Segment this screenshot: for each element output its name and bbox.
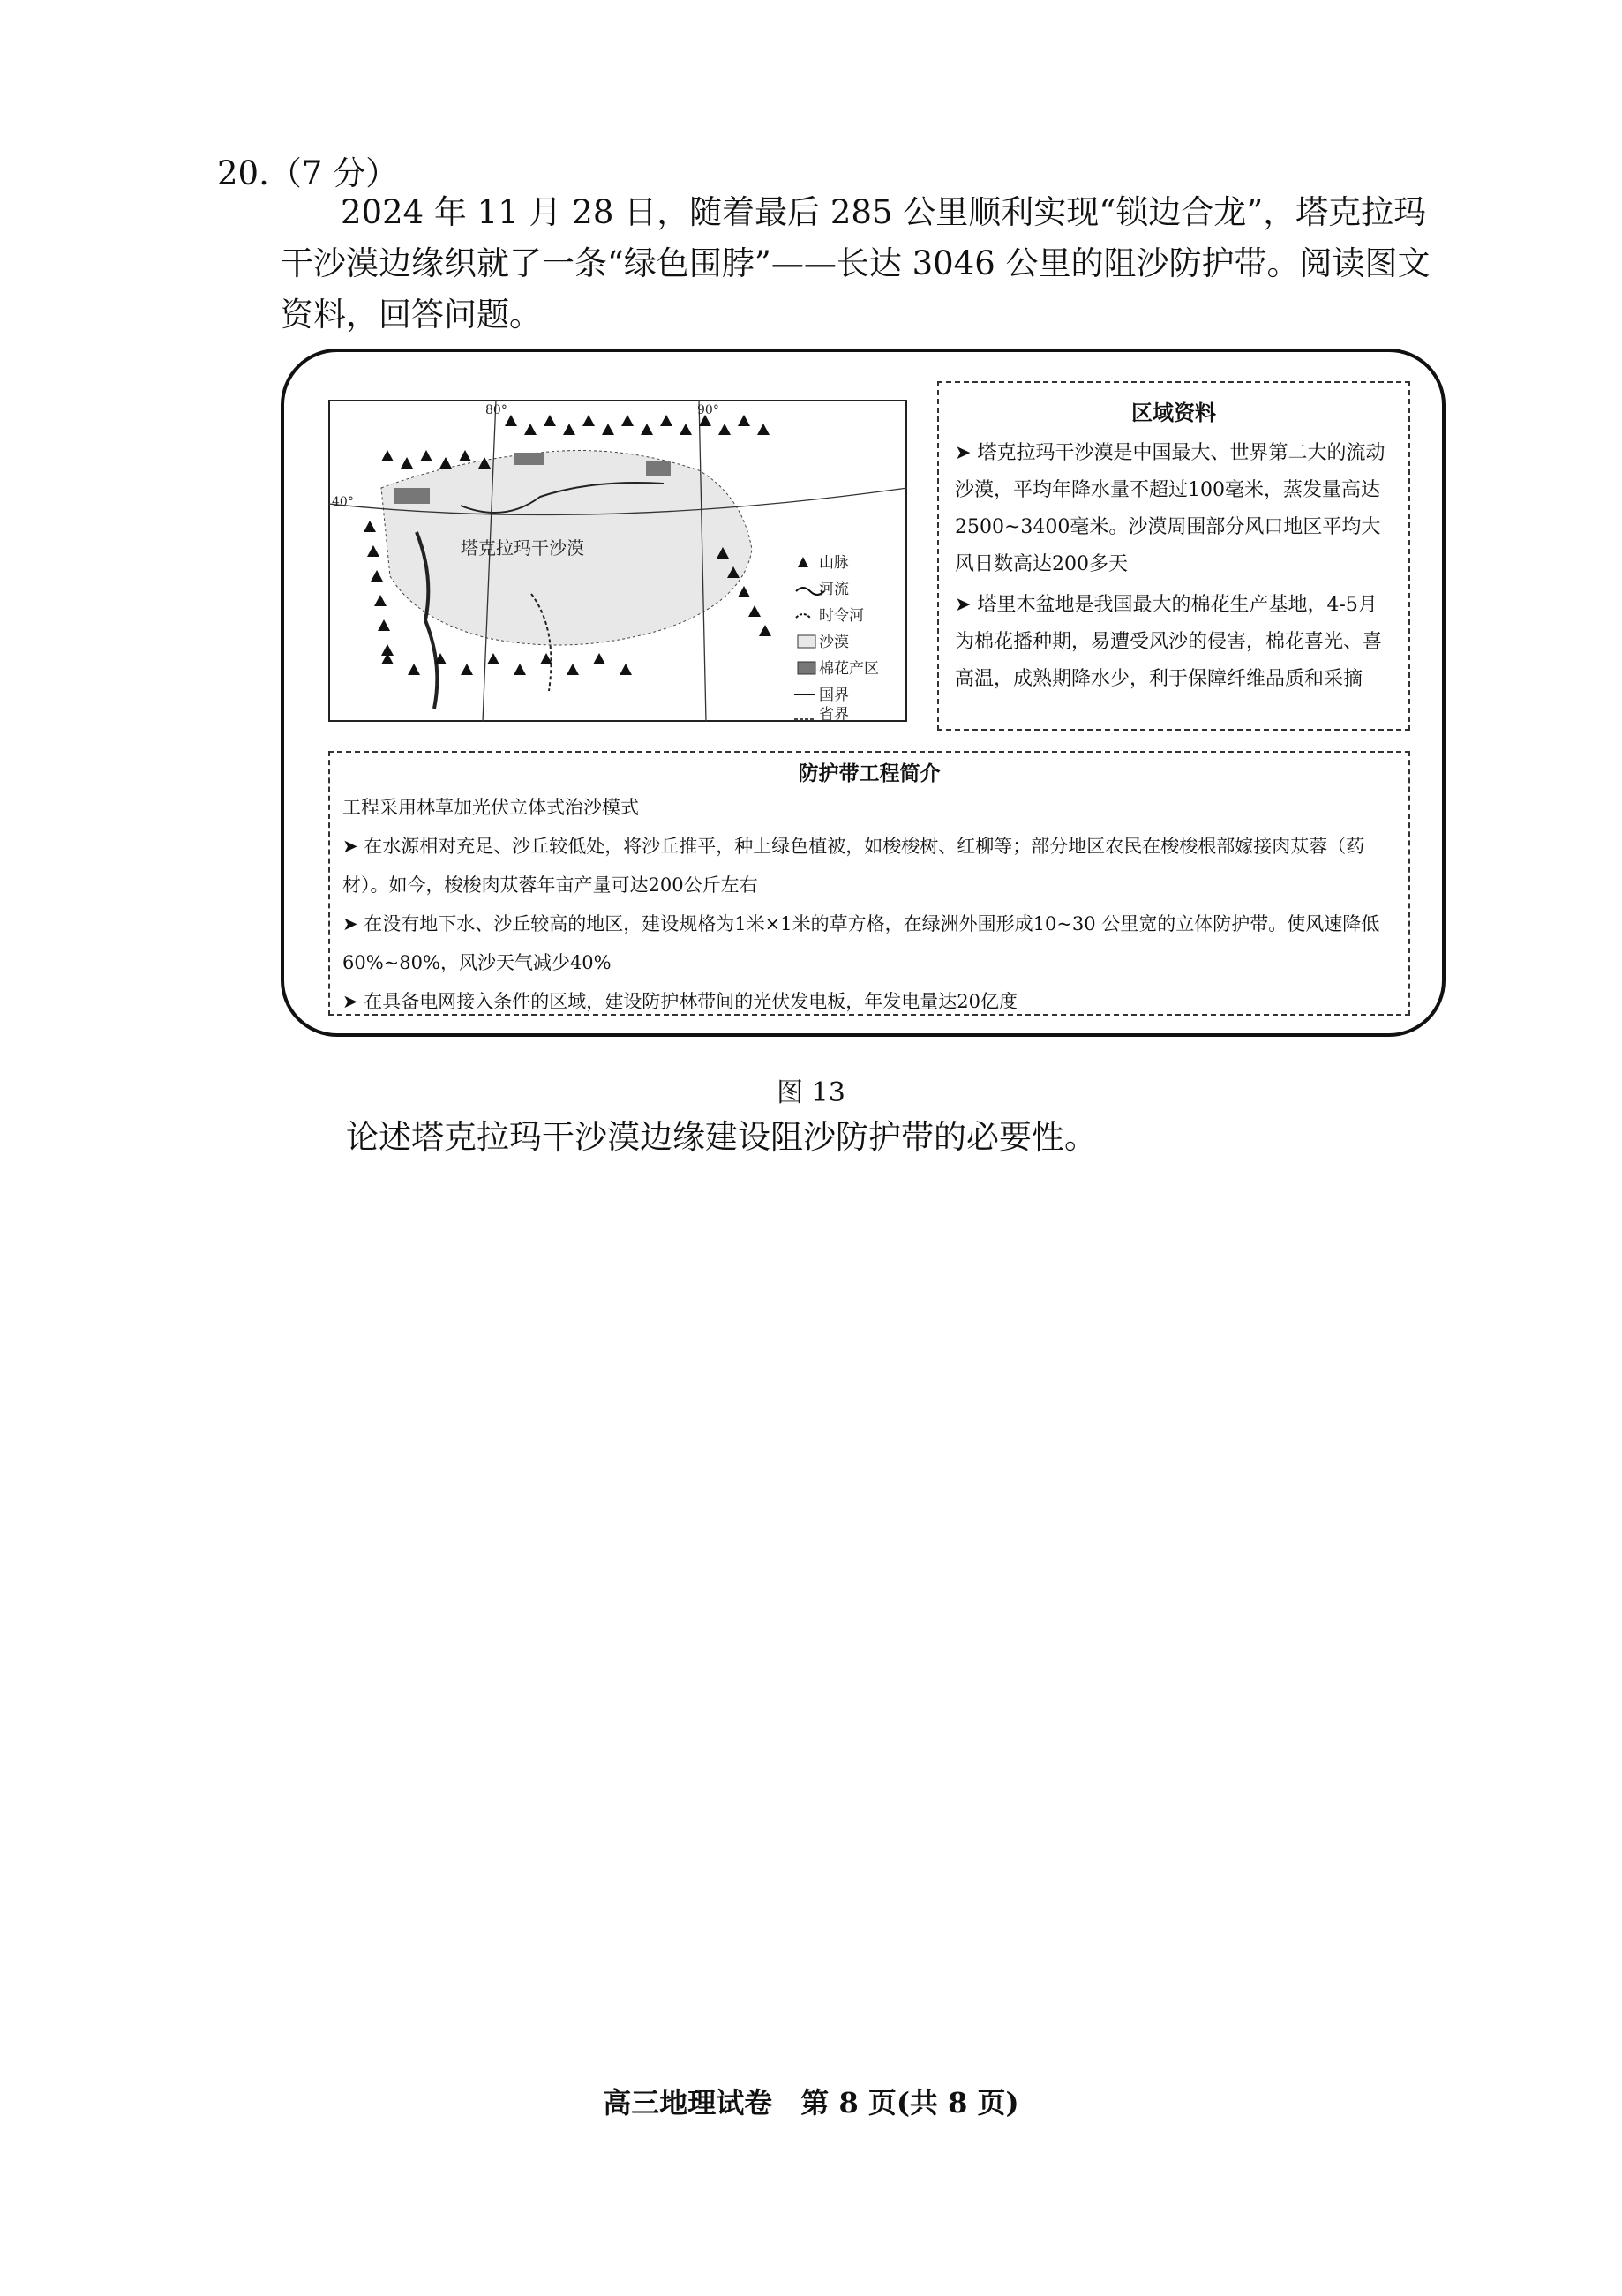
- project-info-item-3: ➤ 在具备电网接入条件的区域，建设防护林带间的光伏发电板，年发电量达20亿度: [342, 991, 1018, 1012]
- intro-text: 2024 年 11 月 28 日，随着最后 285 公里顺利实现“锁边合龙”，塔克拉玛干沙漠边缘织就了一条“绿色围脖”——长达 3046 公里的阻沙防护带。阅读图文资料，回答问题。: [281, 193, 1431, 334]
- project-info-box: [328, 751, 1410, 1016]
- lat-label: 40°: [332, 495, 354, 509]
- region-info-title: 区域资料: [1131, 400, 1216, 425]
- legend-national-border: 国界: [819, 687, 849, 704]
- legend-seasonal-river: 时令河: [819, 607, 864, 625]
- legend-cotton: 棉花产区: [819, 660, 879, 678]
- lon-label-90: 90°: [697, 403, 719, 417]
- project-info-item-1: ➤ 在水源相对充足、沙丘较低处，将沙丘推平，种上绿色植被，如梭梭树、红柳等；部分地区农民在梭梭根部嫁接肉苁蓉（药材）。如今，梭梭肉苁蓉年亩产量可达200公斤左右: [342, 836, 1365, 896]
- region-info-item-1: ➤ 塔克拉玛干沙漠是中国最大、世界第二大的流动沙漠，平均年降水量不超过100毫米，蒸发量高达2500~3400毫米。沙漠周围部分风口地区平均大风日数高达200多天: [955, 442, 1385, 575]
- tarim-map: [328, 400, 907, 722]
- project-info-subtitle: 工程采用林草加光伏立体式治沙模式: [342, 797, 639, 818]
- figure-frame: [281, 349, 1446, 1037]
- lon-label-80: 80°: [485, 403, 507, 417]
- legend-mountain: 山脉: [819, 554, 849, 572]
- figure-caption: 图 13: [777, 1077, 845, 1108]
- region-info-box: [937, 381, 1410, 731]
- legend-provincial-border: 省界: [819, 706, 849, 722]
- question-prompt: 论述塔克拉玛干沙漠边缘建设阻沙防护带的必要性。: [346, 1118, 1097, 1156]
- page-footer: 高三地理试卷 第 8 页(共 8 页): [603, 2086, 1019, 2120]
- project-info-item-2: ➤ 在没有地下水、沙丘较高的地区，建设规格为1米×1米的草方格，在绿洲外围形成10~30 公里宽的立体防护带。使风速降低60%~80%，风沙天气减少40%: [342, 913, 1380, 973]
- question-number: 20.（7 分）: [217, 154, 399, 192]
- legend-desert: 沙漠: [819, 634, 849, 651]
- question-intro: [281, 187, 1446, 341]
- desert-label: 塔克拉玛干沙漠: [461, 537, 584, 559]
- legend-river: 河流: [819, 581, 849, 598]
- project-info-title: 防护带工程简介: [798, 762, 941, 785]
- region-info-item-2: ➤ 塔里木盆地是我国最大的棉花生产基地，4-5月为棉花播种期，易遭受风沙的侵害，棉花喜光、喜高温，成熟期降水少，利于保障纤维品质和采摘: [955, 594, 1383, 690]
